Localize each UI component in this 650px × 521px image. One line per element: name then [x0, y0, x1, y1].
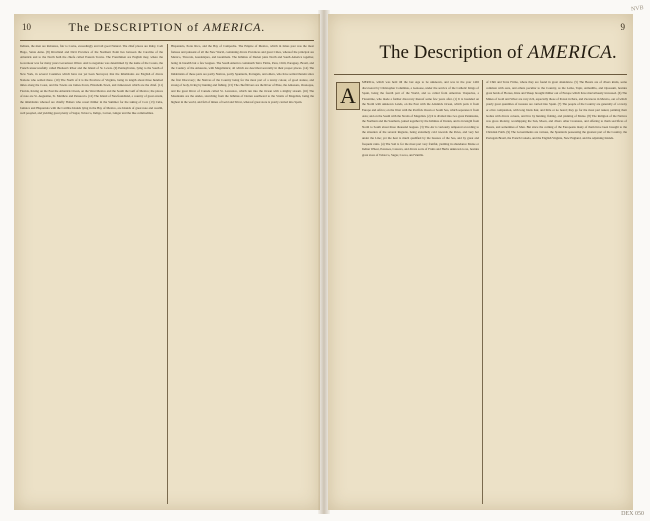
right-column-2	[486, 80, 627, 504]
drop-cap: A	[336, 82, 360, 110]
left-column-2-text: Hispaniola, Porto Rico, and the Bay of Campeche. The Empire of Mexico, which in times past was the most famous and puissant of all the New World, containing divers Provinces and great Cities, whereof the principal are Mexico, Tlaxcala, Guadalajara, and Guatimala. The Isthmus of Darien joins North and South America together, being in breadth but a few leagues. The South America containeth Terra Firma, Peru, Chili, Paraguay, Brasil, and the Country of the Amazons, with Magellanica; all which are described severally in their proper places. (14) The Inhabitants of these parts are partly Natives, partly Spaniards, Portugals, and others, who have settled therein since the first Discovery; the Natives of the Country being for the most part of a tawny colour, of good stature, and strong of body, living by hunting and fishing. (15) The chief Rivers are the River of Plate, the Amazons, Oronoque, and the great River of Canada called St. Lawrence, which run into the Ocean with a mighty stream. (16) The Mountains are the Andes, stretching from the Isthmus of Darien southward to the Straits of Magellan, being the highest in the world, and full of mines of Gold and Silver, whereof great store is yearly carried into Spain.	[171, 44, 314, 104]
right-column-2-text: of Chili and Terra Firma, where they are found in great abundance. (5) The Beasts are of divers kinds, some common with ours, and others peculiar to the Country, as the Lama, Tapir, Armadillo, and Opossum, besides great herds of Horses, Kine and Sheep brought thither out of Europe which have marvellously increased. (6) The Mines of Gold and Silver are very rich, especially those of Potosi in Peru, and Zacatecas in Mexico, out of which yearly great quantities of treasure are carried into Spain. (7) The people of the Country are generally of a tawny or olive complexion, with long black hair, and little or no beard; they go for the most part naked, painting their bodies with divers colours, and live by hunting, fishing, and planting of Maize. (8) The Religion of the Natives was gross Idolatry, worshipping the Sun, Moon, and divers other Creatures, and offering to them sacrifices of Beasts, and sometimes of Men. But since the coming of the Europeans many of them have been brought to the Christian Faith. (9) The Governments are various, the Spaniards possessing the greatest part of the Country, the Portugals Brasil, the French Canada, and the English Virginia, New England, and the adjoining Islands.	[486, 80, 627, 140]
left-page	[14, 14, 320, 510]
right-page-number: 9	[620, 22, 625, 32]
left-page-columns	[20, 44, 314, 504]
left-title-prefix: The DESCRIPTION of	[68, 20, 200, 34]
right-title-prefix: The Description of	[379, 42, 523, 63]
inventory-code: DEX 050	[621, 511, 644, 517]
left-column-1	[20, 44, 163, 504]
right-title-italic: AMERICA.	[527, 42, 618, 63]
right-title-rule	[334, 74, 627, 75]
right-page-header	[334, 18, 627, 40]
right-page	[328, 14, 633, 510]
left-column-1-text: Indians, the men are Robustos, fair to Corne, exceedingly and tall good Natural. The chief places are Ruby, Cadi Hugo, Santa Anna. (8) Rivelland and Dicti Province of the Northern Point lies between the Carolina of the Atlantick and to the North hath the chiefe called Eastern Towns. The Frenchmen are English may, where the Governour was for many years Governour Oliver. And to negotiate was determined by the name of the Coasts, the French unsuccessfully called Hudson's River and the Island of St. Lewis. (9) Pennsylvania, lying to the South of New York, in several Countries which have not yet been Surveyed, that the Inhabitants are English of divers Nations who settled there. (10) The North of it is the Province of Virginia, being in length about three hundred miles along the Coast, and the Towns are James-Town, Elizabeth-Town, and Jamestown which are the chief. (11) Florida, having on the East the Atlantick Ocean, on the West Mexico and the South the Gulf of Mexico; the places of note are St. Augustine, St. Matthew and Pensacola. (12) The Island of Newfoundland, a country of great extent, the inhabitants whereof are chiefly Fishers who resort thither in the Summer for the taking of Cod. (13) Cuba, Jamaica and Hispaniola with the Caribbe Islands lying in the Bay of Mexico, are Islands of great note and wealth, well peopled, and yielding great plenty of Sugar, Tobacco, Indigo, Cotton, Ginger and the like commodities.	[20, 44, 163, 116]
left-page-header	[20, 18, 314, 41]
right-column-1	[362, 80, 479, 504]
right-column-rule	[482, 80, 483, 504]
left-column-2	[171, 44, 314, 504]
right-page-title	[364, 42, 633, 72]
collector-stamp: NVB	[630, 5, 645, 13]
right-column-1-text: MERICA, which was held till the last Age to be unknown, and was in the year 1492 discovered by Christopher Columbus, a Genoese, under the service of the Catholic Kings of Spain, being the fourth part of the World, and so called from Americus Vespucius, a Florentine, who made a further discovery thereof some few years after. (1) It is bounded on the North with unknown Lands, on the East with the Atlantick Ocean, which parts it from Europe and Africa; on the West with the Pacifick Ocean or South Sea, which separates it from Asia; and on the South with the Straits of Magellan. (2) It is divided into two great Peninsulas, the Northern and the Southern, joined together by the Isthmus of Darien, and is in length from North to South about three thousand leagues. (3) The Air is variously tempered according to the situation of the several Regions, being extremely cold towards the Poles, and very hot under the Line; yet the heat is much qualified by the breezes of the Sea, and by great and frequent rains. (4) The Soil is for the most part very fruitful, yielding in abundance Maize or Indian Wheat, Potatoes, Cassava, and divers sorts of Fruits and Herbs unknown to us, besides great store of Tobacco, Sugar, Cocoa, and Vanilla.	[362, 80, 479, 157]
right-page-columns	[334, 80, 627, 504]
left-title-italic: AMERICA.	[203, 20, 266, 34]
left-column-rule	[167, 44, 168, 504]
left-page-number: 10	[22, 22, 31, 32]
left-page-running-title	[20, 20, 314, 35]
